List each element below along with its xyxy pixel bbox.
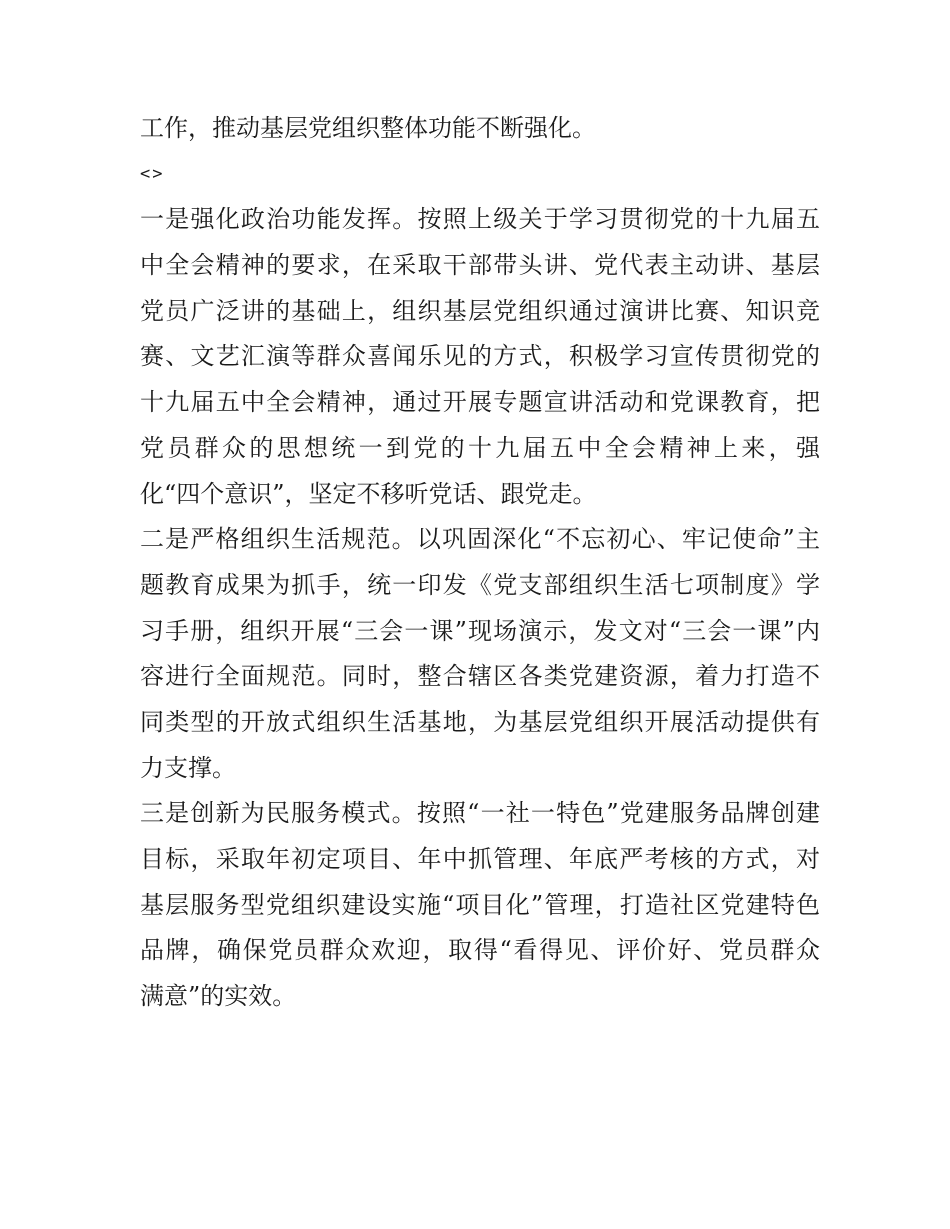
text-line: 品牌，确保党员群众欢迎，取得“看得见、评价好、党员群众 — [140, 936, 820, 965]
text-line: 党员广泛讲的基础上，组织基层党组织通过演讲比赛、知识竞 — [140, 296, 820, 325]
text-line: 题教育成果为抓手，统一印发《党支部组织生活七项制度》学 — [140, 570, 820, 599]
text-line: 一是强化政治功能发挥。按照上级关于学习贯彻党的十九届五 — [140, 205, 820, 234]
text-line: 党员群众的思想统一到党的十九届五中全会精神上来，强 — [140, 433, 820, 462]
text-line: 同类型的开放式组织生活基地，为基层党组织开展活动提供有 — [140, 707, 820, 736]
text-line: 十九届五中全会精神，通过开展专题宣讲活动和党课教育，把 — [140, 388, 820, 417]
text-line: 二是严格组织生活规范。以巩固深化“不忘初心、牢记使命”主 — [140, 525, 820, 554]
text-line: 容进行全面规范。同时，整合辖区各类党建资源，着力打造不 — [140, 662, 820, 691]
text-line: 满意”的实效。 — [140, 982, 297, 1011]
section-marker: <> — [140, 163, 165, 184]
text-line: 中全会精神的要求，在采取干部带头讲、党代表主动讲、基层 — [140, 251, 820, 280]
text-line: 赛、文艺汇演等群众喜闻乐见的方式，积极学习宣传贯彻党的 — [140, 342, 820, 371]
text-line: 习手册，组织开展“三会一课”现场演示，发文对“三会一课”内 — [140, 616, 820, 645]
text-line: 化“四个意识”，坚定不移听党话、跟党走。 — [140, 479, 597, 508]
document-body — [140, 106, 820, 1020]
text-line-closing: 工作，推动基层党组织整体功能不断强化。 — [140, 114, 596, 142]
text-line: 基层服务型党组织建设实施“项目化”管理，打造社区党建特色 — [140, 890, 820, 919]
text-line: 目标，采取年初定项目、年中抓管理、年底严考核的方式，对 — [140, 845, 820, 873]
text-line: 力支撑。 — [140, 753, 236, 782]
text-line: 三是创新为民服务模式。按照“一社一特色”党建服务品牌创建 — [140, 799, 820, 828]
